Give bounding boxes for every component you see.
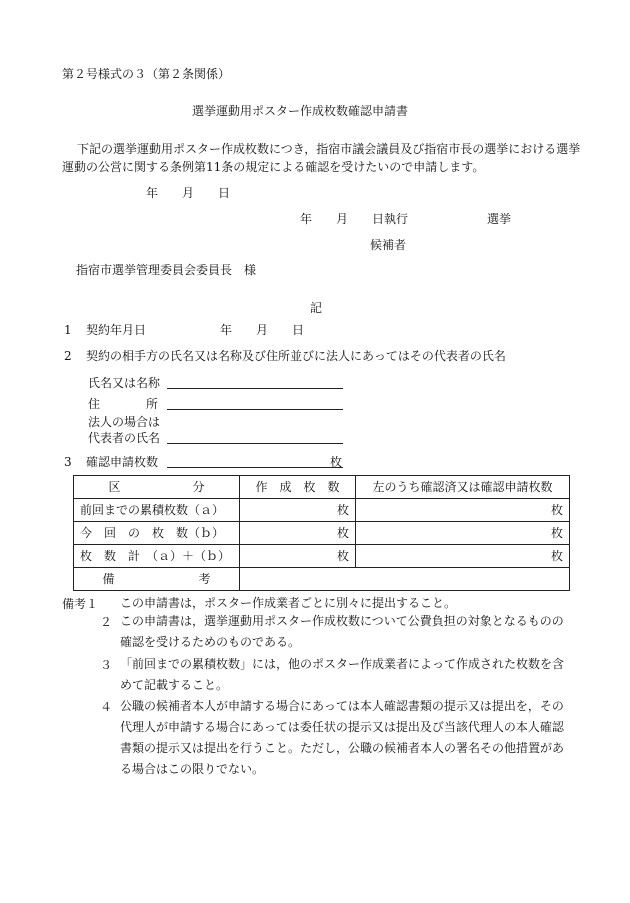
contract-rep-label2: 代表者の氏名: [88, 431, 161, 445]
note-2-number: ２: [100, 615, 113, 629]
contract-name-label: 氏名又は名称: [88, 376, 161, 390]
header-confirmed-count: 左のうち確認済又は確認申請枚数: [356, 476, 570, 499]
contract-rep-line[interactable]: [167, 443, 343, 444]
notes-prefix: 備考１: [62, 597, 99, 611]
row-label: 今 回 の 枚 数（ｂ）: [74, 522, 240, 545]
item2-label: 契約の相手方の氏名又は名称及び住所並びに法人にあってはその代表者の氏名: [86, 349, 506, 363]
note-4-number: ４: [100, 700, 113, 714]
contract-address-line[interactable]: [167, 409, 343, 410]
candidate-label: 候補者: [370, 238, 407, 252]
row-label: 前回までの累積枚数（ａ）: [74, 499, 240, 522]
note-3-number: ３: [100, 658, 113, 672]
cell-confirmed[interactable]: 枚: [356, 499, 570, 522]
cell-confirmed[interactable]: 枚: [356, 545, 570, 568]
item3-number: 3: [64, 455, 72, 469]
table-row: [74, 522, 570, 545]
application-date: 年 月 日: [146, 186, 231, 200]
table-remarks-row: [74, 568, 570, 591]
table-row: [74, 545, 570, 568]
note-4: 公職の候補者本人が申請する場合にあっては本人確認書類の提示又は提出を，その代理人が申請する場合にあっては委任状の提示又は提出及び当該代理人の本人確認書類の提示又は提出を行うこと。ただし，公職の候補者本人の署名その他措置がある場合はこの限りでない。: [120, 699, 565, 776]
item3-label: 確認申請枚数: [86, 455, 159, 469]
ki-marker: 記: [310, 301, 323, 315]
contract-address-label-b: 所: [146, 397, 159, 411]
cell-created[interactable]: 枚: [240, 545, 356, 568]
document-title: 選挙運動用ポスター作成枚数確認申請書: [192, 104, 409, 118]
table-header-row: [74, 476, 570, 499]
table-row: [74, 499, 570, 522]
contract-rep-label1: 法人の場合は: [88, 415, 161, 429]
form-number: 第２号様式の３（第２条関係）: [62, 67, 231, 81]
cell-created[interactable]: 枚: [240, 522, 356, 545]
row-label: 枚 数 計 （ａ）＋（ｂ）: [74, 545, 240, 568]
note-3: 「前回までの累積枚数」には，他のポスター作成業者によって作成された枚数を含めて記載すること。: [120, 657, 565, 692]
count-table: [73, 475, 570, 591]
contract-name-line[interactable]: [167, 388, 343, 389]
item3-count-line[interactable]: [167, 467, 343, 468]
remarks-cell[interactable]: [240, 568, 570, 591]
cell-created[interactable]: 枚: [240, 499, 356, 522]
header-category: 区 分: [74, 476, 240, 499]
note-1: この申請書は，ポスター作成業者ごとに別々に提出すること。: [120, 596, 457, 610]
election-date: 年 月 日執行: [300, 212, 409, 226]
item1-number: 1: [64, 323, 72, 337]
remarks-label: 備 考: [74, 568, 240, 591]
note-2: この申請書は，選挙運動用ポスター作成枚数について公費負担の対象となるものの確認を受けるためのものである。: [120, 614, 564, 649]
contract-address-label-a: 住: [88, 397, 101, 411]
item2-number: 2: [64, 349, 72, 363]
addressee: 指宿市選挙管理委員会委員長 様: [76, 263, 257, 277]
intro-text-line2: 運動の公営に関する条例第11条の規定による確認を受けたいので申請します。: [62, 160, 485, 174]
item3-unit: 枚: [330, 455, 343, 469]
election-label: 選挙: [487, 212, 512, 226]
intro-text-line1: 下記の選挙運動用ポスター作成枚数につき，指宿市議会議員及び指宿市長の選挙における選挙: [77, 142, 581, 156]
item1-date: 年 月 日: [220, 323, 305, 337]
header-created-count: 作 成 枚 数: [240, 476, 356, 499]
item1-label: 契約年月日: [86, 323, 147, 337]
cell-confirmed[interactable]: 枚: [356, 522, 570, 545]
